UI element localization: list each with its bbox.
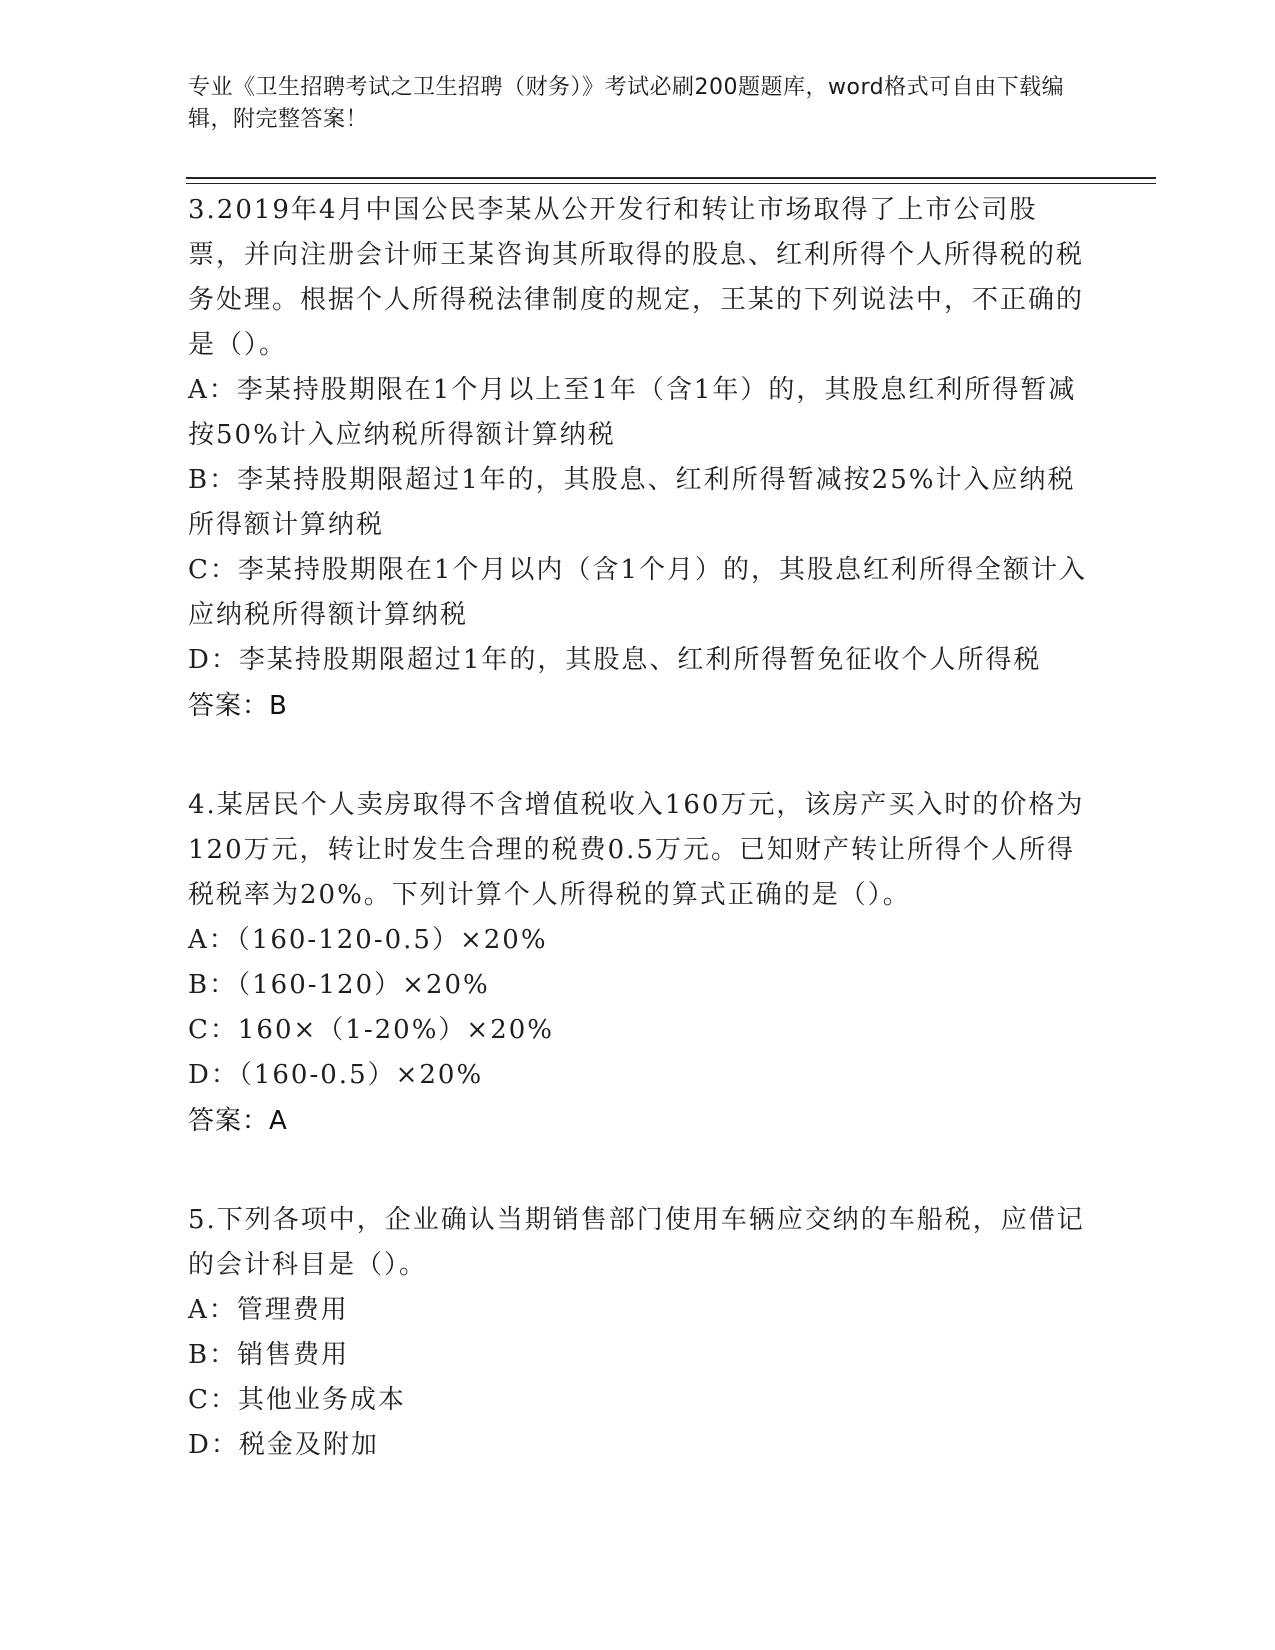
option-d: D：税金及附加 — [188, 1430, 379, 1460]
option-a: A：（160-120-0.5）×20% — [188, 925, 548, 955]
option-c: C：李某持股期限在1个月以内（含1个月）的，其股息红利所得全额计入应纳税所得额计算纳税 — [188, 555, 1087, 630]
question-stem: 4.某居民个人卖房取得不含增值税收入160万元，该房产买入时的价格为120万元，转让时发生合理的税费0.5万元。已知财产转让所得个人所得税税率为20%。下列计算个人所得税的算式正确的是（）。 — [188, 790, 1085, 910]
question-stem: 5.下列各项中，企业确认当期销售部门使用车辆应交纳的车船税，应借记的会计科目是（）。 — [188, 1205, 1085, 1280]
option-c: C：其他业务成本 — [188, 1385, 406, 1415]
option-b: B：销售费用 — [188, 1340, 350, 1370]
option-b: B：（160-120）×20% — [188, 970, 490, 1000]
question-stem: 3.2019年4月中国公民李某从公开发行和转让市场取得了上市公司股票，并向注册会计师王某咨询其所取得的股息、红利所得个人所得税的税务处理。根据个人所得税法律制度的规定，王某的下列说法中，不正确的是（）。 — [188, 195, 1085, 360]
option-d: D：李某持股期限超过1年的，其股息、红利所得暂免征收个人所得税 — [188, 645, 1042, 675]
option-a: A：李某持股期限在1个月以上至1年（含1年）的，其股息红利所得暂减按50%计入应纳税所得额计算纳税 — [188, 375, 1077, 450]
option-d: D：（160-0.5）×20% — [188, 1060, 484, 1090]
question-4 — [188, 783, 1088, 1144]
option-b: B：李某持股期限超过1年的，其股息、红利所得暂减按25%计入应纳税所得额计算纳税 — [188, 465, 1076, 540]
document-header: 专业《卫生招聘考试之卫生招聘（财务）》考试必刷200题题库，word格式可自由下载编辑，附完整答案！ — [188, 75, 1065, 132]
answer-line: 答案：A — [188, 1106, 288, 1136]
option-c: C：160×（1-20%）×20% — [188, 1015, 554, 1045]
question-3 — [188, 188, 1088, 729]
answer-line: 答案：B — [188, 691, 288, 721]
option-a: A：管理费用 — [188, 1295, 349, 1325]
header-rule-thin — [186, 183, 1156, 184]
question-list — [188, 188, 1088, 1522]
header-rule-thick — [186, 177, 1156, 179]
question-5 — [188, 1198, 1088, 1468]
